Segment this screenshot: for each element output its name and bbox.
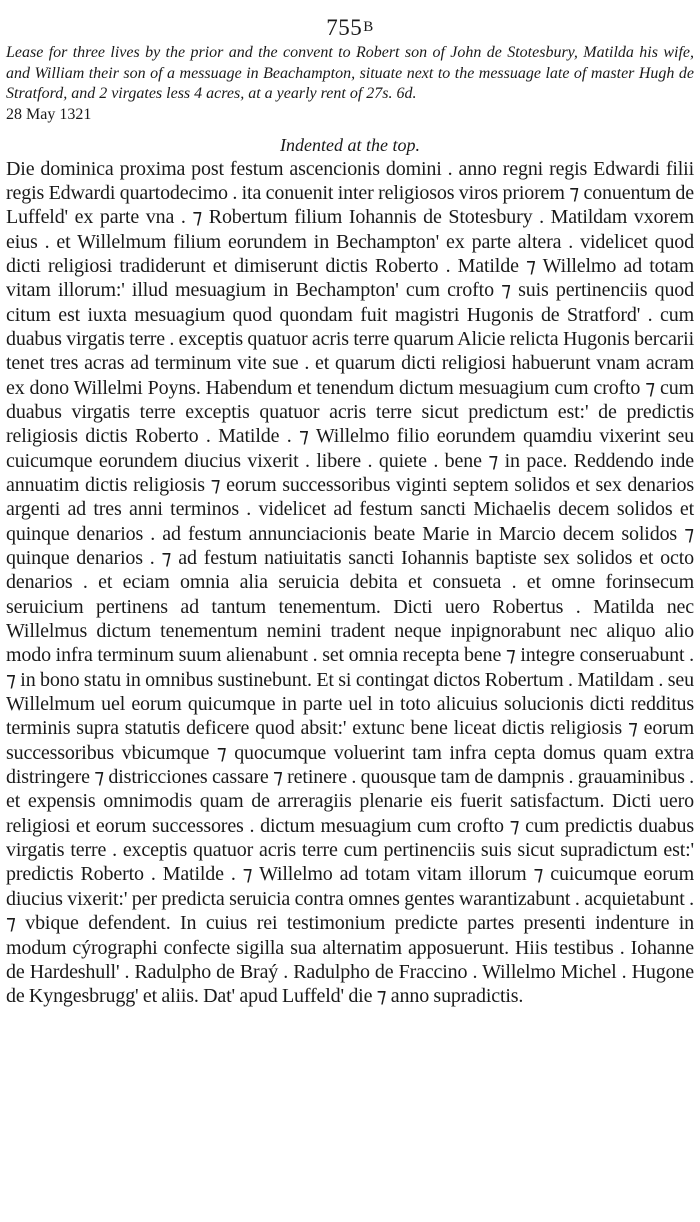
charter-date: 28 May 1321 xyxy=(6,105,92,123)
charter-number xyxy=(6,14,694,41)
charter-summary: Lease for three lives by the prior and the convent to Robert son of John de Stotesbury, Matilda his wife, and William their son of a messuage in Beachampton, situate next to the messuage late of master Hugh de Stratford, and 2 virgates less 4 acres, at a yearly rent of 27s. 6d. xyxy=(6,44,694,102)
charter-text: Die dominica proxima post festum ascencionis domini . anno regni regis Edwardi filii regis Edwardi quartodecimo . ita conuenit inter religiosos viros priorem ⁊ conuentum de Luffeld' ex parte vna . ⁊ Robertum filium Iohannis de Stotesbury . Matildam vxorem eius . et Willelmum filium eorundem in Bechampton' ex parte altera . videlicet quod dicti religiosi tradiderunt et dimiserunt dictis Roberto . Matilde ⁊ Willelmo ad totam vitam illorum:' illud mesuagium in Bechampton' cum crofto ⁊ suis pertinenciis quod citum est iuxta mesuagium quod quondam fuit magistri Hugonis de Stratford' . cum duabus virgatis terre . exceptis quatuor acris terre quarum Alicie relicta Hugonis bercarii tenet tres acras ad terminum vite sue . et quarum dicti religiosi habuerunt vnam acram ex dono Willelmi Poyns. Habendum et tenendum dictum mesuagium cum crofto ⁊ cum duabus virgatis terre exceptis quatuor acris terre sicut predictum est:' de predictis religiosis dictis Roberto . Matilde . ⁊ Willelmo filio eorundem quamdiu vixerint seu cuicumque eorundem diucius vixerit . libere . quiete . bene ⁊ in pace. Reddendo inde annuatim dictis religiosis ⁊ eorum successoribus viginti septem solidos et sex denarios argenti ad tres anni terminos . videlicet ad festum sancti Michaelis decem solidos et quinque denarios . ad festum annunciacionis beate Marie in Marcio decem solidos ⁊ quinque denarios . ⁊ ad festum natiuitatis sancti Iohannis baptiste sex solidos et octo denarios . et eciam omnia alia seruicia debita et consueta . et omne forinsecum seruicium pertinens ad tantum tenementum. Dicti uero Robertus . Matilda nec Willelmus dictum tenementum nemini tradent neque inpignorabunt nec aliquo alio modo infra terminum suum alienabunt . set omnia recepta bene ⁊ integre conseruabunt . ⁊ in bono statu in omnibus sustinebunt. Et si contingat dictos Robertum . Matildam . seu Willelmum uel eorum quicumque in parte uel in toto alicuius solucionis dicti redditus terminis supra statutis deficere quod absit:' extunc bene liceat dictis religiosis ⁊ eorum successoribus vbicumque ⁊ quocumque voluerint tam infra cepta domus quam extra distringere ⁊ districciones cassare ⁊ retinere . quousque tam de dampnis . grauaminibus . et expensis omnimodis quam de arreragiis plenarie eis fuerit satisfactum. Dicti uero religiosi et eorum successores . dictum mesuagium cum crofto ⁊ cum predictis duabus virgatis terre . exceptis quatuor acris terre cum pertinenciis suis sicut supradictum est:' predictis Roberto . Matilde . ⁊ Willelmo ad totam vitam illorum ⁊ cuicumque eorum diucius vixerit:' per predicta seruicia contra omnes gentes warantizabunt . acquietabunt . ⁊ vbique defendent. In cuius rei testimonium predicte partes presenti indenture in modum cýrographi confecte sigilla sua alternatim apposuerunt. Hiis testibus . Iohanne de Hardeshull' . Radulpho de Braý . Radulpho de Fraccino . Willelmo Michel . Hugone de Kyngesbrugg' et aliis. Dat' apud Luffeld' die ⁊ anno supradictis. xyxy=(6,157,694,1008)
charter-number-suffix: B xyxy=(363,19,374,35)
charter-number-value: 755 xyxy=(326,15,363,40)
indented-note: Indented at the top. xyxy=(280,134,420,155)
document-page xyxy=(6,14,694,1009)
